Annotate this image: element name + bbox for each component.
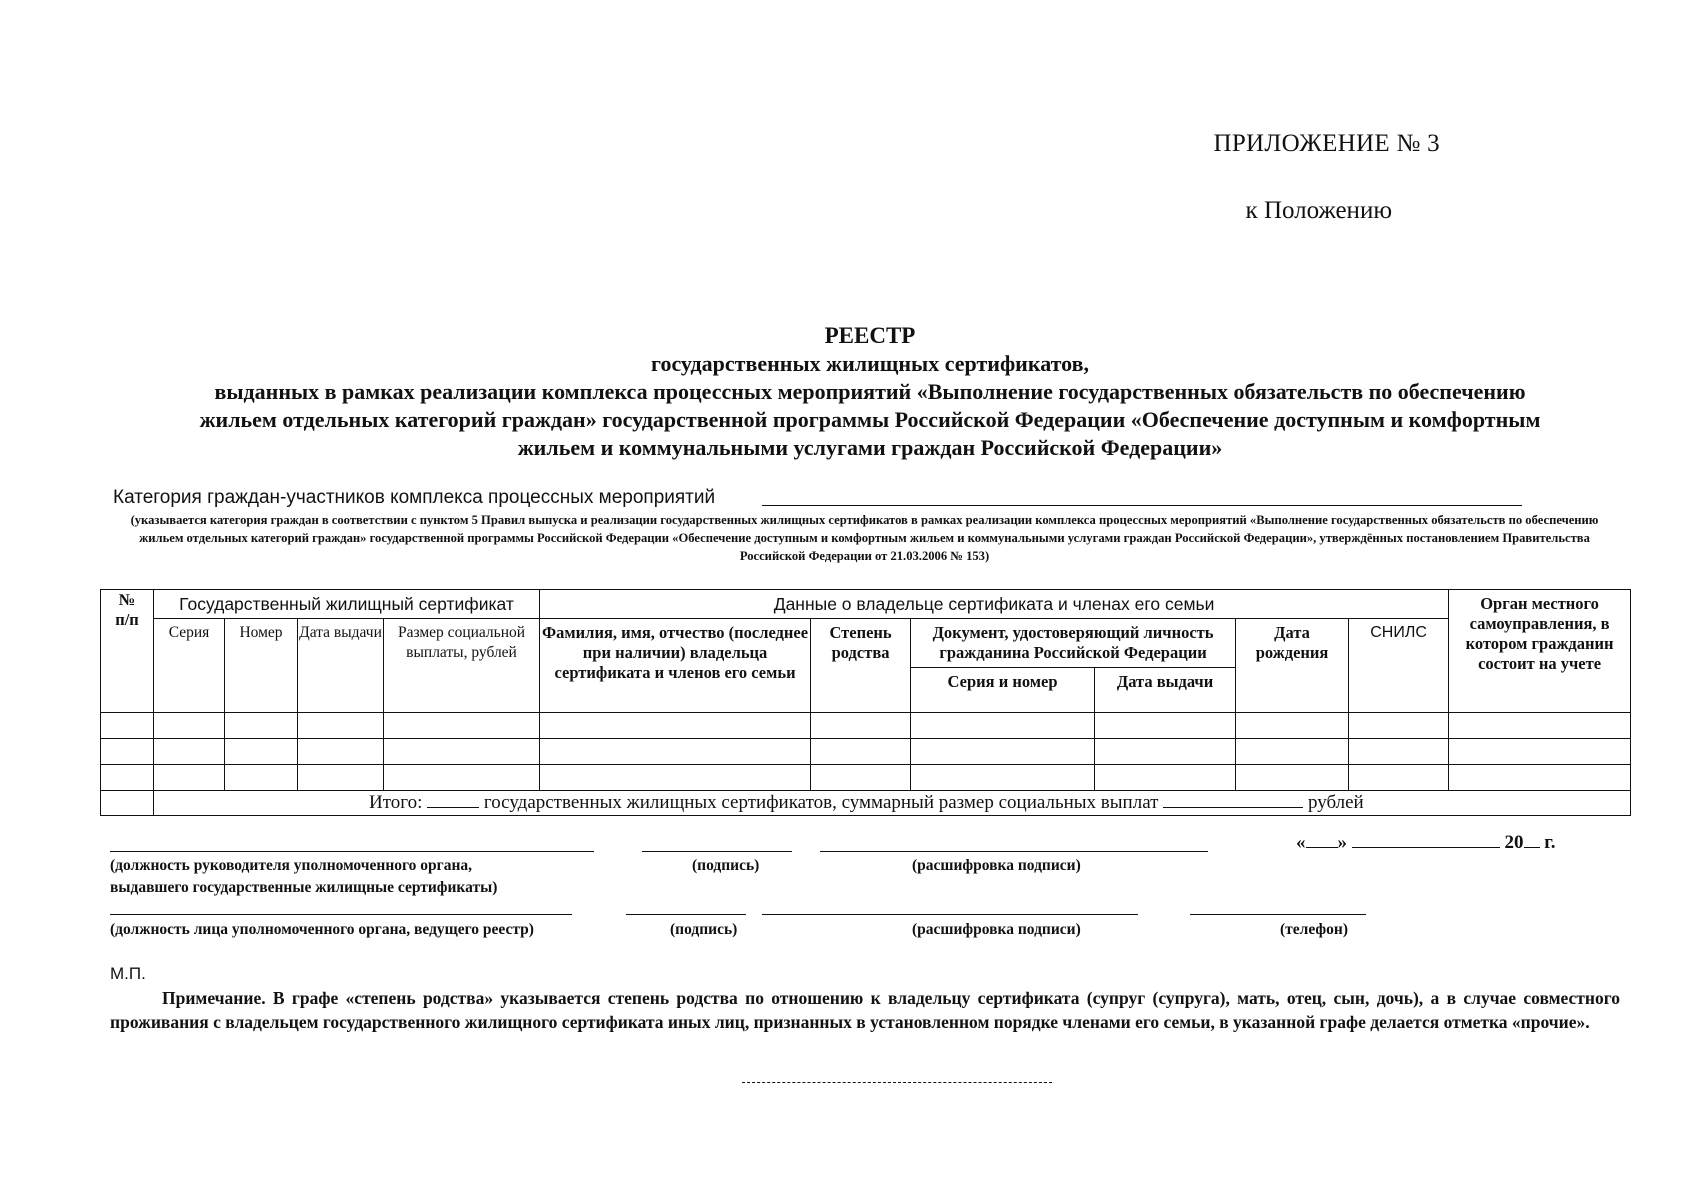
registry-position-label: (должность лица уполномоченного органа, ведущего реестр) — [110, 921, 534, 938]
total-cell — [154, 791, 1631, 816]
appendix-reference: к Положению — [1245, 197, 1392, 224]
category-note: (указывается категория граждан в соответствии с пунктом 5 Правил выпуска и реализации государственных жилищных сертификатов в рамках реализации комплекса процессных мероприятий «Выполнение государственных обязательств по обеспечению жильем отдельных категорий граждан» государственной программы Российской Федерации «Обеспечение доступным и комфортным жильем и коммунальными услугами граждан Российской Федерации», утверждённых постановлением Правительства Российской Федерации от 21.03.2006 № 153) — [130, 513, 1599, 563]
header-number: № п/п — [101, 590, 154, 713]
table-row[interactable] — [101, 739, 1631, 765]
title-line-4: жильем и коммунальными услугами граждан Российской Федерации» — [517, 435, 1223, 460]
total-sum-blank[interactable] — [1163, 807, 1303, 808]
title-line-2: выданных в рамках реализации комплекса процессных мероприятий «Выполнение государственных обязательств по обеспечению — [214, 379, 1526, 404]
header-relation: Степень родства — [811, 619, 911, 713]
registry-signature-label: (подпись) — [670, 921, 738, 938]
header-series: Серия — [154, 619, 225, 713]
total-label: Итого: — [369, 792, 423, 813]
stamp-place: М.П. — [110, 964, 146, 983]
appendix-number: ПРИЛОЖЕНИЕ № 3 — [1213, 130, 1440, 157]
header-snils: СНИЛС — [1349, 619, 1449, 713]
end-divider — [742, 1082, 1052, 1083]
head-signature-label: (подпись) — [692, 857, 760, 874]
total-currency: рублей — [1307, 792, 1364, 813]
category-input-line[interactable] — [762, 505, 1522, 506]
total-text: государственных жилищных сертификатов, суммарный размер социальных выплат — [483, 792, 1159, 813]
registry-decoding-line[interactable] — [762, 914, 1138, 915]
table-row[interactable] — [101, 765, 1631, 791]
header-fio: Фамилия, имя, отчество (последнее при наличии) владельца сертификата и членов его семьи — [540, 619, 811, 713]
registry-position-line[interactable] — [110, 914, 572, 915]
registry-table — [100, 589, 1631, 816]
header-birth-date: Дата рождения — [1236, 619, 1349, 713]
title-main: РЕЕСТР — [824, 323, 916, 348]
footnote: Примечание. В графе «степень родства» указывается степень родства по отношению к владельцу сертификата (супруг (супруга), мать, отец, сын, дочь), а в случае совместного проживания с владельцем государственного жилищного сертификата иных лиц, признанных в установленном порядке членами его семьи, в указанной графе делается отметка «прочие». — [110, 988, 1620, 1032]
table-row[interactable] — [101, 713, 1631, 739]
header-certificate-group: Государственный жилищный сертификат — [154, 590, 540, 619]
total-count-blank[interactable] — [427, 807, 479, 808]
header-issue-date: Дата выдачи — [298, 619, 384, 713]
total-row — [101, 791, 1631, 816]
header-number-cert: Номер — [225, 619, 298, 713]
header-authority: Орган местного самоуправления, в котором гражданин состоит на учете — [1449, 590, 1631, 713]
head-decoding-line[interactable] — [820, 851, 1208, 852]
date-field[interactable]: « » 20 г. — [1296, 832, 1556, 853]
header-doc-series-number: Серия и номер — [911, 668, 1095, 713]
header-identity-document: Документ, удостоверяющий личность гражданина Российской Федерации — [911, 619, 1236, 668]
document-title — [100, 322, 1640, 462]
registry-decoding-label: (расшифровка подписи) — [912, 921, 1081, 938]
category-label: Категория граждан-участников комплекса процессных мероприятий — [113, 487, 716, 508]
head-decoding-label: (расшифровка подписи) — [912, 857, 1081, 874]
title-line-3: жильем отдельных категорий граждан» государственной программы Российской Федерации «Обеспечение доступным и комфортным — [199, 407, 1541, 432]
phone-line[interactable] — [1190, 914, 1366, 915]
header-owner-group: Данные о владельце сертификата и членах его семьи — [540, 590, 1449, 619]
phone-label: (телефон) — [1280, 921, 1348, 938]
head-position-label: (должность руководителя уполномоченного органа, выдавшего государственные жилищные сертификаты) — [110, 857, 498, 896]
head-signature-line[interactable] — [642, 851, 792, 852]
head-position-line[interactable] — [110, 851, 594, 852]
header-payment-size: Размер социальной выплаты, рублей — [384, 619, 540, 713]
title-line-1: государственных жилищных сертификатов, — [651, 351, 1089, 376]
header-doc-issue-date: Дата выдачи — [1095, 668, 1236, 713]
registry-signature-line[interactable] — [626, 914, 746, 915]
